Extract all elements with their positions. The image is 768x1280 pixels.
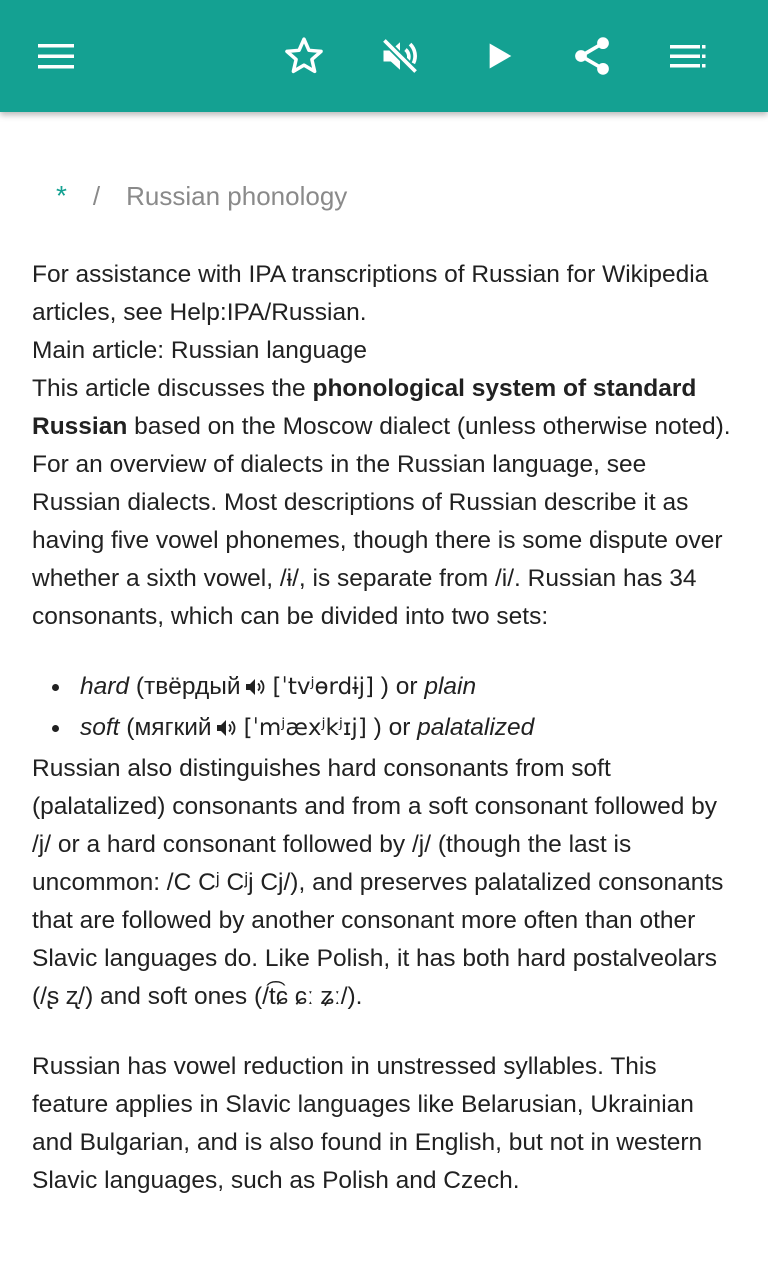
consonant-sets-list (32, 668, 736, 750)
vowel-reduction-paragraph: Russian has vowel reduction in unstressed syllables. This feature applies in Slavic languages like Belarusian, Ukrainian and Bulgarian, and is also found in English, but not in western Slavic languages, such as Polish and Czech. (32, 1053, 703, 1194)
intro-text-before: This article discusses the (32, 375, 313, 402)
breadcrumb-separator: / (92, 180, 101, 211)
share-icon (570, 34, 614, 78)
speaker-icon[interactable] (245, 671, 267, 709)
list-ipa: [ˈtvʲɵrdɨj] (272, 674, 374, 700)
ipa-help-note: For assistance with IPA transcriptions of Russian for Wikipedia articles, see Help:IPA/Russian. (32, 261, 709, 326)
list-term: hard (80, 673, 130, 700)
list-alt-term: palatalized (417, 714, 535, 741)
hamburger-icon (36, 36, 76, 76)
list-item (80, 668, 736, 709)
menu-button[interactable] (28, 28, 84, 84)
list-ipa: [ˈmʲæxʲkʲɪj] (243, 715, 367, 741)
bookmark-button[interactable] (276, 28, 332, 84)
intro-bold-term: phonological system of standard Russian (32, 375, 697, 440)
list-native: (мягкий (119, 714, 212, 741)
article-content (32, 256, 736, 1200)
volume-off-icon (378, 34, 422, 78)
consonants-paragraph: Russian also distinguishes hard consonants from soft (palatalized) consonants and from a soft consonant followed by /j/ or a hard consonant followed by /j/ (though the last is uncommon: /C Cʲ Cʲj Cj/), and preserves palatalized consonants that are followed by another consonant more often than other Slavic languages do. Like Polish, it has both hard postalveolars (/ʂ ʐ/) and soft ones (/t͡ɕ ɕː ʑː/). (32, 755, 724, 1010)
list-paren-close: ) or (366, 714, 418, 741)
list-alt-term: plain (424, 673, 477, 700)
speaker-icon[interactable] (216, 712, 238, 750)
share-button[interactable] (564, 28, 620, 84)
playlist-icon (668, 36, 708, 76)
star-outline-icon (282, 34, 326, 78)
list-paren-close: ) or (373, 673, 425, 700)
mute-button[interactable] (372, 28, 428, 84)
main-article-note: Main article: Russian language (32, 337, 368, 364)
breadcrumb-current: Russian phonology (126, 180, 348, 211)
breadcrumb (56, 180, 347, 212)
intro-paragraph (32, 370, 736, 636)
play-icon (478, 36, 518, 76)
intro-text-after: based on the Moscow dialect (unless otherwise noted). For an overview of dialects in the Russian language, see Russian dialects. Most descriptions of Russian describe it as having five vowel phonemes, though there is some dispute over whether a sixth vowel, /ɨ/, is separate from /i/. Russian has 34 consonants, which can be divided into two sets: (32, 413, 731, 630)
contents-button[interactable] (660, 28, 716, 84)
list-native: (твёрдый (129, 673, 241, 700)
app-toolbar (0, 0, 768, 112)
breadcrumb-home-link[interactable]: * (56, 180, 67, 211)
play-button[interactable] (470, 28, 526, 84)
list-item (80, 709, 736, 750)
list-term: soft (80, 714, 120, 741)
